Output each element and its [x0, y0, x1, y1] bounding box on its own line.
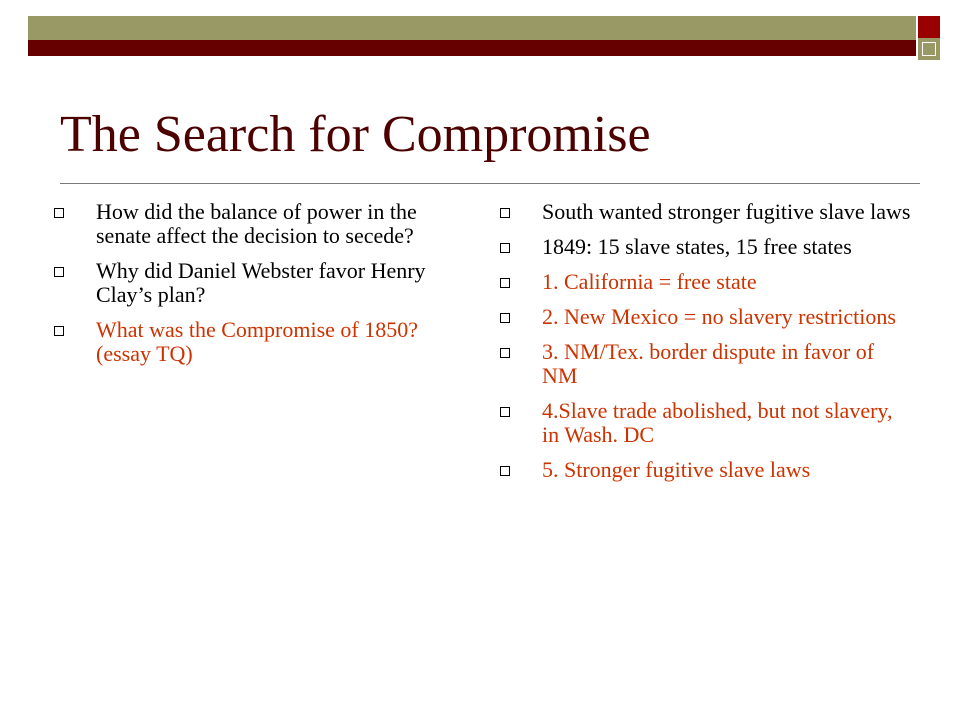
bullet-text: 1849: 15 slave states, 15 free states [542, 234, 852, 259]
bullet-item [494, 305, 914, 329]
square-bullet-icon [500, 313, 510, 323]
square-bullet-icon [54, 326, 64, 336]
slide-title: The Search for Compromise [60, 106, 651, 163]
bullet-text: How did the balance of power in the senate affect the decision to secede? [96, 199, 417, 248]
square-bullet-icon [500, 348, 510, 358]
bullet-item [48, 259, 468, 307]
bullet-item [48, 200, 468, 248]
square-bullet-icon [54, 267, 64, 277]
corner-red-square [918, 16, 940, 38]
bullet-text: South wanted stronger fugitive slave laws [542, 199, 911, 224]
bullet-text: 2. New Mexico = no slavery restrictions [542, 304, 896, 329]
bullet-text: 3. NM/Tex. border dispute in favor of NM [542, 339, 875, 388]
bullet-text: 5. Stronger fugitive slave laws [542, 457, 811, 482]
square-bullet-icon [54, 208, 64, 218]
header-olive-bar [28, 16, 916, 40]
bullet-text: What was the Compromise of 1850? (essay TQ) [96, 317, 418, 366]
bullet-text: 1. California = free state [542, 269, 757, 294]
bullet-item [494, 235, 914, 259]
square-bullet-icon [500, 407, 510, 417]
bullet-item [494, 340, 914, 388]
bullet-item [48, 318, 468, 366]
title-divider [60, 183, 920, 184]
left-bullet-list [48, 200, 468, 377]
bullet-item [494, 399, 914, 447]
bullet-item [494, 200, 914, 224]
bullet-text: 4.Slave trade abolished, but not slavery, in Wash. DC [542, 398, 893, 447]
square-bullet-icon [500, 278, 510, 288]
corner-olive-square-outline [922, 42, 936, 56]
bullet-item [494, 270, 914, 294]
bullet-text: Why did Daniel Webster favor Henry Clay’s plan? [96, 258, 426, 307]
header-maroon-bar [28, 40, 916, 56]
square-bullet-icon [500, 208, 510, 218]
right-bullet-list [494, 200, 914, 493]
square-bullet-icon [500, 243, 510, 253]
bullet-item [494, 458, 914, 482]
square-bullet-icon [500, 466, 510, 476]
